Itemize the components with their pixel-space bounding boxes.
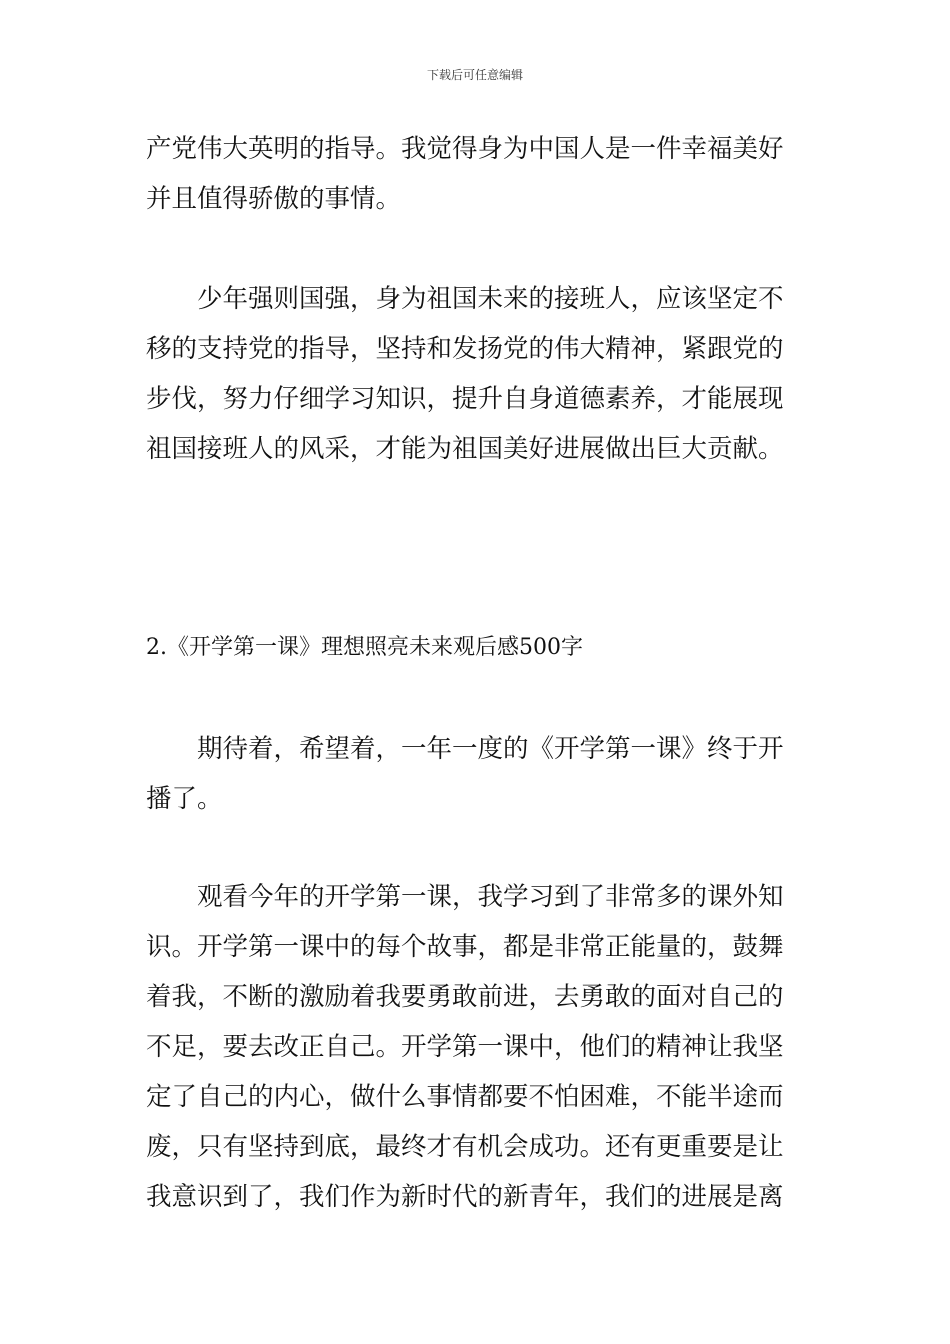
paragraph-line: 观看今年的开学第一课，我学习到了非常多的课外知 (197, 882, 784, 912)
paragraph-line: 产党伟大英明的指导。我觉得身为中国人是一件幸福美好 (146, 134, 784, 164)
paragraph-line: 我意识到了，我们作为新时代的新青年，我们的进展是离 (146, 1182, 784, 1212)
paragraph-line: 移的支持党的指导，坚持和发扬党的伟大精神，紧跟党的 (146, 334, 784, 364)
paragraph-line: 着我，不断的激励着我要勇敢前进，去勇敢的面对自己的 (146, 982, 784, 1012)
paragraph-line: 不足，要去改正自己。开学第一课中，他们的精神让我坚 (146, 1032, 784, 1062)
section-heading: 2.《开学第一课》理想照亮未来观后感500字 (146, 635, 583, 660)
paragraph-line: 步伐，努力仔细学习知识，提升自身道德素养，才能展现 (146, 384, 784, 414)
paragraph-line: 废，只有坚持到底，最终才有机会成功。还有更重要是让 (146, 1132, 784, 1162)
paragraph-line: 少年强则国强，身为祖国未来的接班人，应该坚定不 (197, 284, 784, 314)
page-header: 下载后可任意编辑 (426, 68, 523, 82)
paragraph-line: 并且值得骄傲的事情。 (146, 184, 402, 214)
paragraph-line: 祖国接班人的风采，才能为祖国美好进展做出巨大贡献。 (146, 434, 784, 464)
paragraph-line: 播了。 (146, 784, 223, 814)
paragraph-line: 识。开学第一课中的每个故事，都是非常正能量的，鼓舞 (146, 932, 784, 962)
paragraph-line: 定了自己的内心，做什么事情都要不怕困难，不能半途而 (146, 1082, 784, 1112)
paragraph-line: 期待着，希望着，一年一度的《开学第一课》终于开 (197, 734, 784, 764)
